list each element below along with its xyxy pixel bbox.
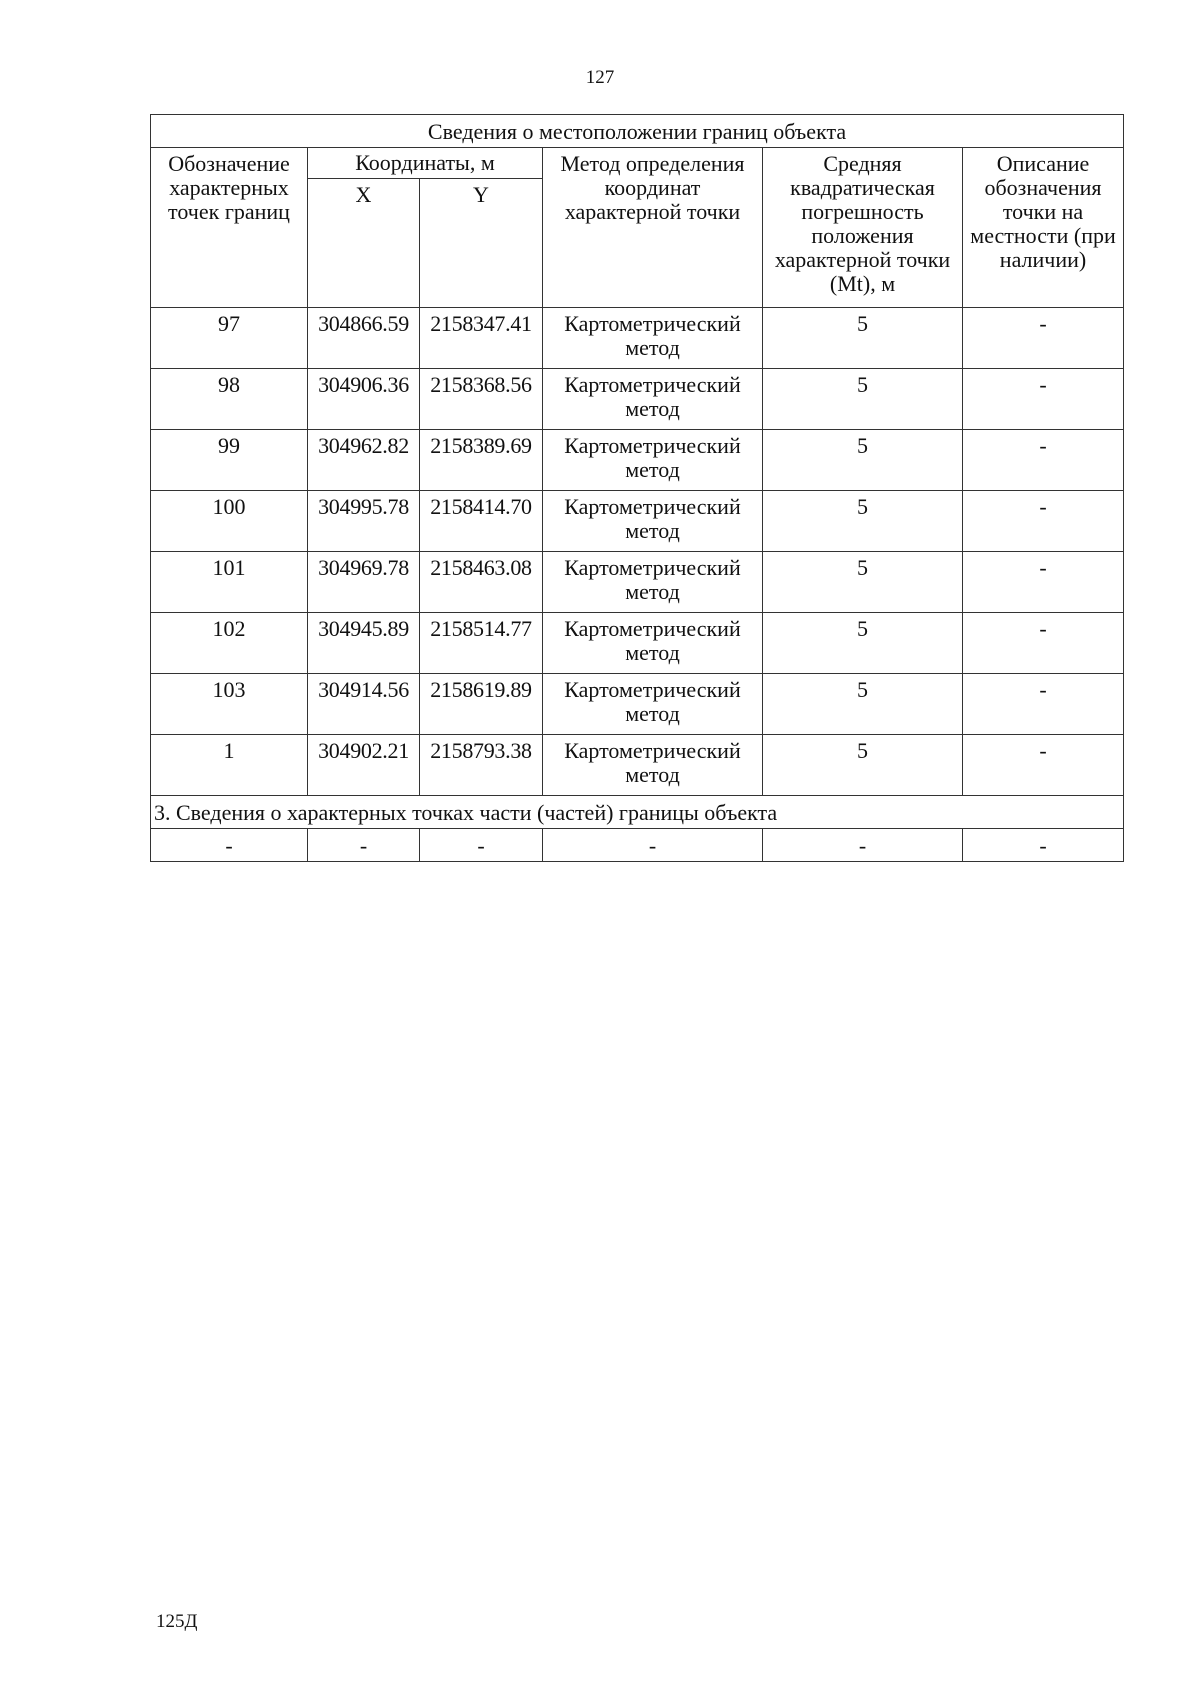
- cell-description: -: [963, 369, 1124, 430]
- cell-y: 2158414.70: [420, 491, 543, 552]
- cell-accuracy: 5: [763, 491, 963, 552]
- cell-y: 2158619.89: [420, 674, 543, 735]
- cell-method: Картометрический метод: [543, 674, 763, 735]
- cell-x: 304906.36: [308, 369, 420, 430]
- cell-x: 304969.78: [308, 552, 420, 613]
- cell-description: -: [963, 430, 1124, 491]
- table-row: [151, 674, 1124, 735]
- cell-accuracy: 5: [763, 308, 963, 369]
- cell-x: 304945.89: [308, 613, 420, 674]
- cell-point: 97: [151, 308, 308, 369]
- boundary-coordinates-table: [150, 114, 1124, 862]
- cell-accuracy: 5: [763, 552, 963, 613]
- table-row: [151, 491, 1124, 552]
- table-row: [151, 369, 1124, 430]
- cell-method: Картометрический метод: [543, 369, 763, 430]
- cell-point: 98: [151, 369, 308, 430]
- cell-y: 2158463.08: [420, 552, 543, 613]
- cell-point: 1: [151, 735, 308, 796]
- table-row: [151, 552, 1124, 613]
- header-y: Y: [420, 179, 543, 308]
- table-row: [151, 735, 1124, 796]
- table-row: [151, 430, 1124, 491]
- cell-accuracy: 5: [763, 430, 963, 491]
- cell-y: 2158793.38: [420, 735, 543, 796]
- cell-description: -: [963, 491, 1124, 552]
- cell-y: 2158347.41: [420, 308, 543, 369]
- cell-description: -: [963, 674, 1124, 735]
- cell-method: Картометрический метод: [543, 735, 763, 796]
- cell-method: Картометрический метод: [543, 308, 763, 369]
- cell-placeholder: -: [543, 829, 763, 862]
- header-method: Метод определения координат характерной точки: [543, 148, 763, 308]
- cell-accuracy: 5: [763, 674, 963, 735]
- cell-method: Картометрический метод: [543, 491, 763, 552]
- header-coordinates: Координаты, м: [308, 148, 543, 179]
- cell-y: 2158368.56: [420, 369, 543, 430]
- section-3-title-row: [151, 796, 1124, 829]
- header-accuracy: Средняя квадратическая погрешность положения характерной точки (Mt), м: [763, 148, 963, 308]
- header-point-designation: Обозначение характерных точек границ: [151, 148, 308, 308]
- cell-placeholder: -: [963, 829, 1124, 862]
- cell-accuracy: 5: [763, 369, 963, 430]
- cell-x: 304962.82: [308, 430, 420, 491]
- header-x: X: [308, 179, 420, 308]
- cell-description: -: [963, 552, 1124, 613]
- cell-accuracy: 5: [763, 735, 963, 796]
- cell-x: 304914.56: [308, 674, 420, 735]
- cell-x: 304866.59: [308, 308, 420, 369]
- cell-point: 101: [151, 552, 308, 613]
- table-row: [151, 613, 1124, 674]
- cell-method: Картометрический метод: [543, 430, 763, 491]
- cell-method: Картометрический метод: [543, 613, 763, 674]
- cell-description: -: [963, 735, 1124, 796]
- cell-method: Картометрический метод: [543, 552, 763, 613]
- cell-y: 2158389.69: [420, 430, 543, 491]
- table-header-row: [151, 148, 1124, 179]
- cell-placeholder: -: [420, 829, 543, 862]
- cell-x: 304902.21: [308, 735, 420, 796]
- cell-description: -: [963, 308, 1124, 369]
- header-description: Описание обозначения точки на местности (при наличии): [963, 148, 1124, 308]
- table-title: Сведения о местоположении границ объекта: [151, 115, 1124, 148]
- section-3-title: 3. Сведения о характерных точках части (частей) границы объекта: [151, 796, 1124, 829]
- cell-accuracy: 5: [763, 613, 963, 674]
- section-3-row: [151, 829, 1124, 862]
- cell-x: 304995.78: [308, 491, 420, 552]
- cell-point: 100: [151, 491, 308, 552]
- document-code: 125Д: [156, 1611, 198, 1632]
- table-title-row: [151, 115, 1124, 148]
- cell-placeholder: -: [308, 829, 420, 862]
- table-row: [151, 308, 1124, 369]
- cell-point: 103: [151, 674, 308, 735]
- cell-description: -: [963, 613, 1124, 674]
- page-number: 127: [585, 67, 615, 88]
- cell-placeholder: -: [151, 829, 308, 862]
- cell-point: 99: [151, 430, 308, 491]
- cell-placeholder: -: [763, 829, 963, 862]
- cell-point: 102: [151, 613, 308, 674]
- cell-y: 2158514.77: [420, 613, 543, 674]
